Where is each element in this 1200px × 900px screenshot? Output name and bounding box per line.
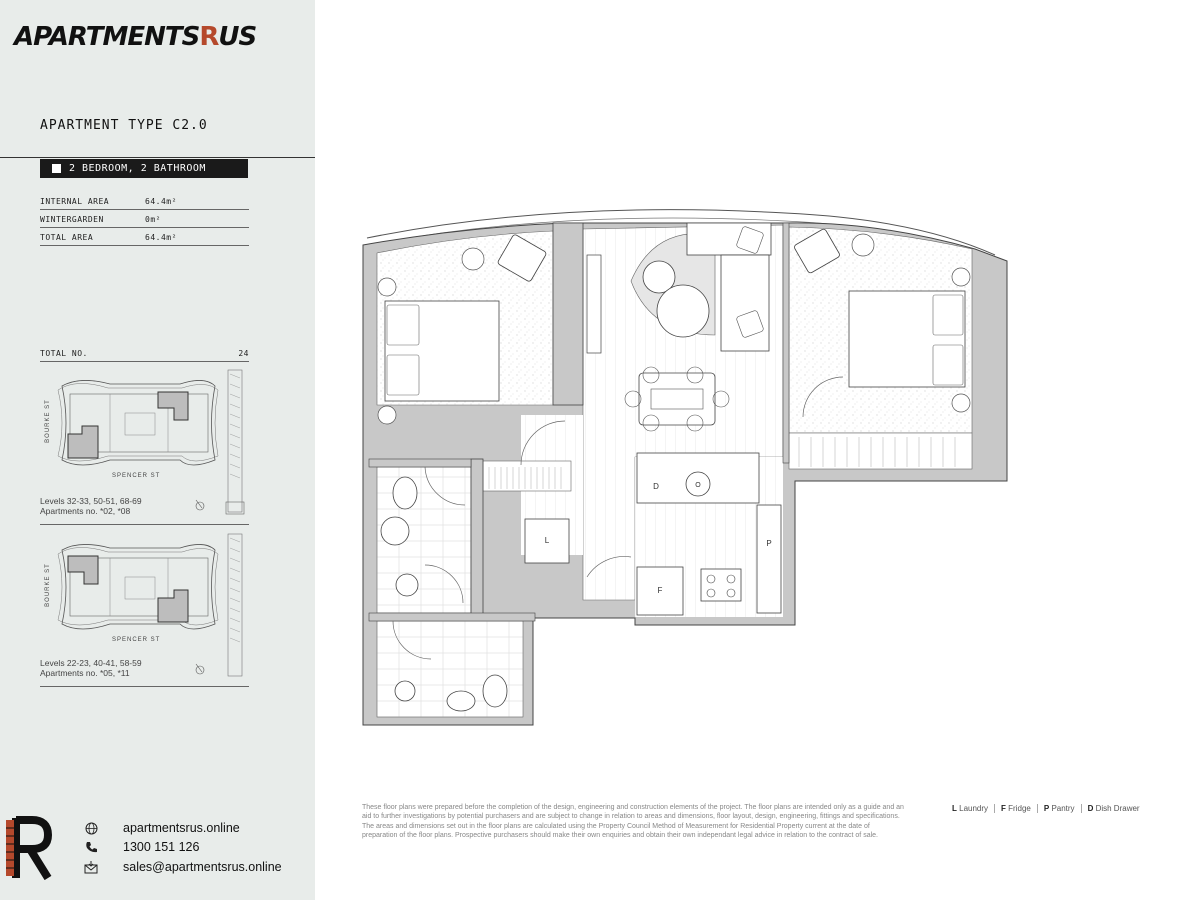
plan-legend (952, 804, 1146, 813)
area-label: WINTERGARDEN (40, 215, 104, 224)
dish-label: D (653, 482, 659, 491)
legend-key: L (952, 804, 957, 813)
brand-name-r: R (199, 22, 219, 52)
total-number-row (40, 349, 249, 362)
globe-icon (84, 821, 98, 835)
fridge-label: F (657, 586, 663, 595)
area-value: 64.4m² (145, 197, 177, 206)
website-row[interactable] (84, 821, 240, 835)
floor-plan-drawing (355, 205, 1015, 730)
square-icon (52, 164, 61, 173)
key-plan-divider (40, 524, 249, 525)
legend-label: Dish Drawer (1095, 804, 1140, 813)
oven-label: O (695, 482, 701, 489)
area-label: INTERNAL AREA (40, 197, 110, 206)
key-plan-2 (40, 532, 250, 680)
levels-text: Levels 32-33, 50-51, 68-69 (40, 496, 142, 506)
legend-key: F (1001, 804, 1006, 813)
pantry-label: P (766, 539, 772, 548)
website-link[interactable]: apartmentsrus.online (123, 821, 240, 835)
sidebar (0, 0, 315, 900)
apartments-text: Apartments no. *02, *08 (40, 506, 131, 516)
street-label-bottom: SPENCER ST (112, 637, 161, 643)
brand-name-a: APARTMENTS (14, 22, 200, 52)
levels-text: Levels 22-23, 40-41, 58-59 (40, 658, 142, 668)
bed-bath-label: 2 BEDROOM, 2 BATHROOM (69, 163, 206, 174)
area-table (40, 192, 249, 246)
area-row (40, 228, 249, 246)
bed-bath-bar (40, 159, 248, 178)
email-row[interactable] (84, 860, 282, 874)
big-r-logo (6, 816, 52, 880)
phone-link[interactable]: 1300 151 126 (123, 840, 200, 854)
apartments-text: Apartments no. *05, *11 (40, 668, 130, 678)
legend-item (1037, 804, 1081, 813)
phone-icon (84, 840, 98, 854)
street-label-side: BOURKE ST (44, 563, 51, 607)
phone-row[interactable] (84, 840, 199, 854)
total-number-value: 24 (238, 349, 249, 358)
street-label-bottom: SPENCER ST (112, 473, 161, 479)
title-divider (0, 157, 315, 158)
disclaimer-text: These floor plans were prepared before the completion of the design, engineering and construction elements of the project. The floor plans are intended only as a guide and an aid to further investigations by potential purchasers and are subject to change in relation to areas and dimensions, floor layout, design, engineering, fittings and specifications. The areas and dimensions set out in the floor plans are calculated using the Property Council Method of Measurement for Residential Property current at the date of preparation of the floor plans. Prospective purchasers should make their own enquiries and obtain their own independant legal advice in relation to the contract of sale. (362, 804, 904, 839)
legend-label: Laundry (959, 804, 989, 813)
area-row (40, 192, 249, 210)
legend-key: P (1043, 804, 1050, 813)
legend-label: Pantry (1051, 804, 1075, 813)
area-row (40, 210, 249, 228)
legend-item (994, 804, 1037, 813)
legend-label: Fridge (1008, 804, 1031, 813)
email-link[interactable]: sales@apartmentsrus.online (123, 860, 282, 874)
key-plan-1-drawing (40, 368, 250, 516)
apartment-title: APARTMENT TYPE C2.0 (40, 118, 208, 133)
key-plan-divider (40, 686, 249, 687)
floor-plan (355, 205, 1015, 730)
key-plan-1 (40, 368, 250, 516)
total-number-label: TOTAL NO. (40, 349, 88, 358)
street-label-side: BOURKE ST (44, 399, 51, 443)
contact-block (0, 812, 315, 882)
legend-item (1081, 804, 1146, 813)
legend-key: D (1087, 804, 1094, 813)
area-value: 0m² (145, 215, 161, 224)
legend-item (952, 804, 994, 813)
area-label: TOTAL AREA (40, 233, 94, 242)
mail-icon (84, 860, 98, 874)
laundry-label: L (544, 536, 550, 545)
area-value: 64.4m² (145, 233, 177, 242)
brand-logo (14, 22, 256, 52)
brand-name-b: US (218, 22, 257, 52)
